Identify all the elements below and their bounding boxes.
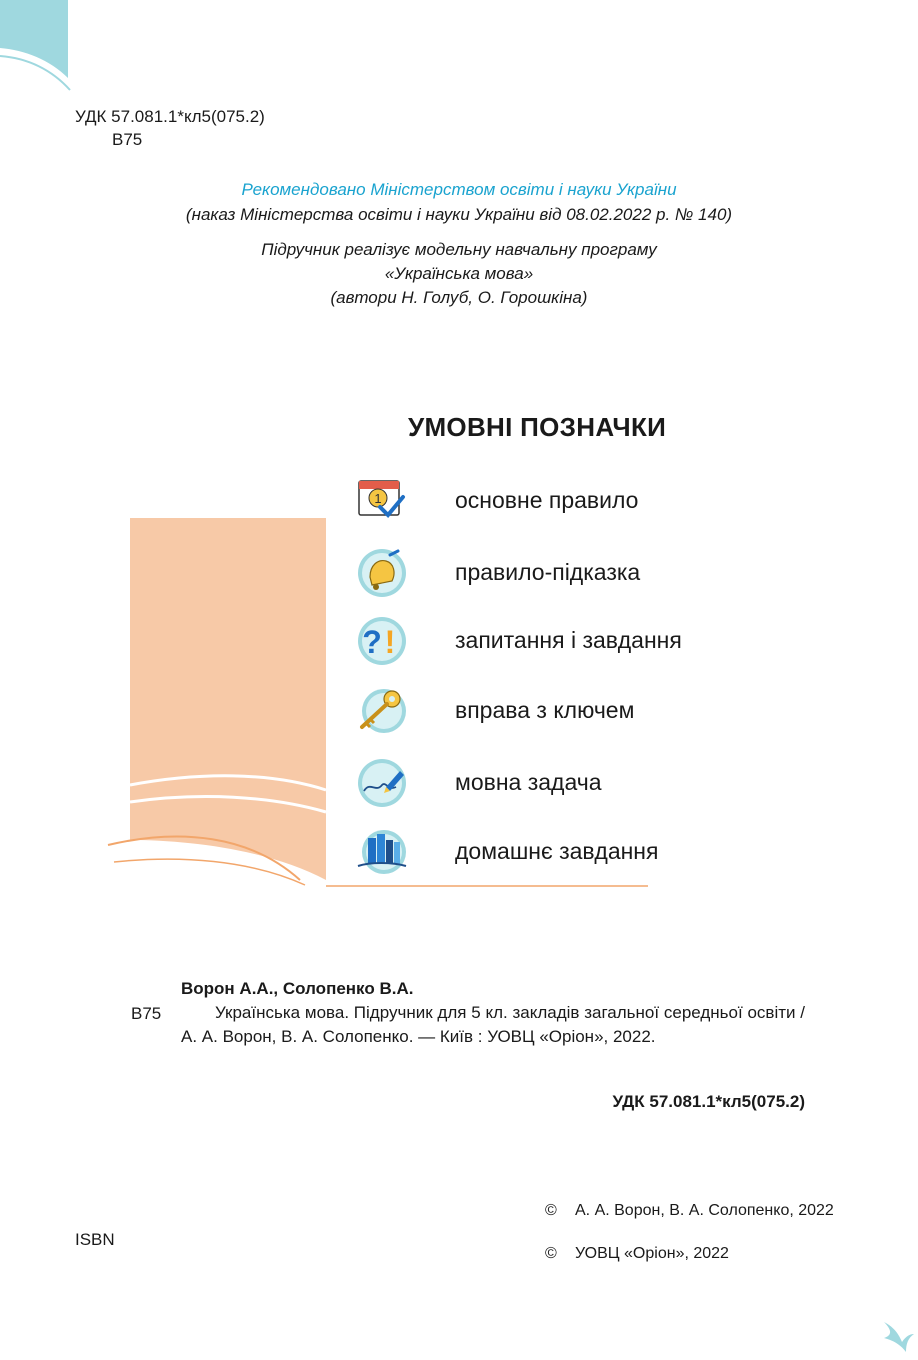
legend-item-key-exercise: [356, 685, 776, 739]
copyright-line: [545, 1243, 835, 1265]
books-icon: [356, 826, 408, 878]
copyright-line: [545, 1200, 835, 1244]
pen-icon: [356, 757, 408, 809]
program-authors: (автори Н. Голуб, О. Горошкіна): [330, 288, 588, 307]
copyright-symbol: ©: [545, 1202, 557, 1219]
calendar-check-icon: [356, 475, 408, 527]
copyright-symbol: ©: [545, 1245, 557, 1262]
bibliography-authors: Ворон А.А., Солопенко В.А.: [181, 979, 414, 998]
corner-decoration: [0, 0, 80, 100]
legend-item-questions: [356, 615, 776, 669]
legend-label: основне правило: [455, 487, 639, 513]
key-icon: [356, 685, 408, 737]
bibliography-code: В75: [131, 1004, 162, 1023]
legend-item-main-rule: [356, 475, 776, 529]
legend-label: запитання і завдання: [455, 627, 682, 653]
question-exclamation-icon: [356, 615, 408, 667]
svg-text:?: ?: [362, 624, 382, 660]
bell-icon: [356, 547, 408, 599]
author-code: В75: [112, 130, 143, 149]
svg-text:1: 1: [374, 491, 382, 506]
svg-text:!: !: [384, 624, 396, 660]
bibliography-udk: УДК 57.081.1*кл5(075.2): [612, 1092, 805, 1111]
recommendation-line: Рекомендовано Міністерством освіти і науки України: [241, 180, 677, 199]
order-line: (наказ Міністерства освіти і науки України від 08.02.2022 р. № 140): [185, 205, 733, 224]
legend-label: мовна задача: [455, 769, 602, 795]
legend-item-homework: [356, 826, 776, 880]
copyright-text: УОВЦ «Оріон», 2022: [575, 1245, 729, 1262]
program-line: Підручник реалізує модельну навчальну програму: [261, 240, 657, 259]
legend-label: правило-підказка: [455, 559, 641, 585]
isbn: ISBN: [75, 1230, 115, 1249]
bibliography-description: Українська мова. Підручник для 5 кл. закладів загальної середньої освіти / А. А. Ворон, В. А. Солопенко. — Київ : УОВЦ «Оріон», 2022.: [181, 1003, 805, 1046]
udk-header: УДК 57.081.1*кл5(075.2): [75, 107, 265, 126]
program-title: «Українська мова»: [384, 264, 534, 283]
legend-item-hint-rule: [356, 547, 776, 601]
legend-item-language-task: [356, 757, 776, 811]
bird-decoration: [880, 1312, 916, 1356]
legend-title: УМОВНІ ПОЗНАЧКИ: [408, 412, 667, 442]
copyright-text: А. А. Ворон, В. А. Солопенко, 2022: [575, 1202, 834, 1219]
legend-label: вправа з ключем: [455, 697, 635, 723]
legend-label: домашнє завдання: [455, 838, 659, 864]
